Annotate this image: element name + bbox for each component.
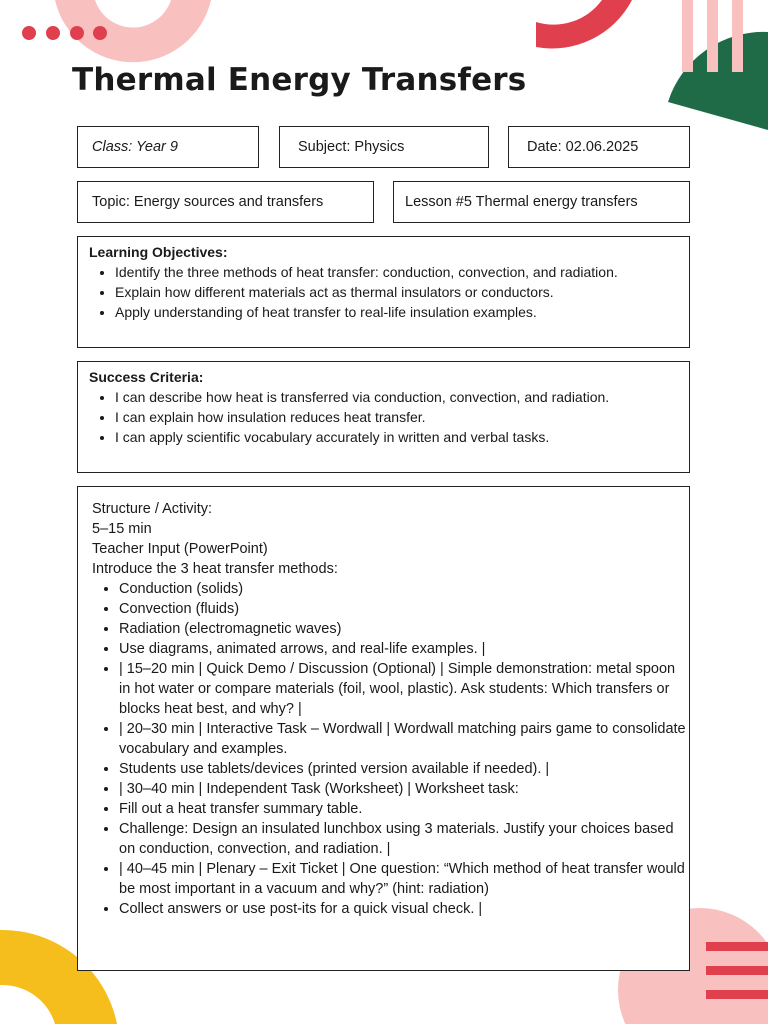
list-item: • Radiation (electromagnetic waves) bbox=[119, 619, 689, 639]
success-criteria-box bbox=[77, 361, 690, 473]
timing-line: 5–15 min bbox=[92, 521, 152, 537]
structure-activity-box bbox=[77, 486, 690, 971]
red-stripe bbox=[706, 966, 768, 975]
learning-objectives-heading: Learning Objectives: bbox=[89, 244, 228, 260]
topic-label: Topic: Energy sources and transfers bbox=[92, 193, 324, 210]
red-dot bbox=[93, 26, 107, 40]
list-item: • I can explain how insulation reduces heat transfer. bbox=[115, 407, 689, 427]
list-item: • Explain how different materials act as thermal insulators or conductors. bbox=[115, 282, 689, 302]
list-item: • | 15–20 min | Quick Demo / Discussion (Optional) | Simple demonstration: metal spoon in hot water or compare materials (foil, wool, plastic). Ask students: Which transfers or blocks heat best, and why? | bbox=[119, 659, 689, 719]
date-label: Date: 02.06.2025 bbox=[527, 138, 639, 155]
list-item: • | 30–40 min | Independent Task (Worksheet) | Worksheet task: bbox=[119, 779, 689, 799]
class-box bbox=[77, 126, 259, 168]
list-item: • Students use tablets/devices (printed version available if needed). | bbox=[119, 759, 689, 779]
lesson-box bbox=[393, 181, 690, 223]
list-item: • Challenge: Design an insulated lunchbox using 3 materials. Justify your choices based on conduction, convection, and radiation. | bbox=[119, 819, 689, 859]
subject-label: Subject: Physics bbox=[298, 138, 405, 155]
success-criteria-heading: Success Criteria: bbox=[89, 369, 204, 385]
red-arc-top-right bbox=[536, 0, 632, 48]
activity-list bbox=[92, 579, 689, 919]
intro-line: Introduce the 3 heat transfer methods: bbox=[92, 561, 338, 577]
topic-box bbox=[77, 181, 374, 223]
class-label: Class: Year 9 bbox=[92, 138, 178, 155]
learning-objectives-list bbox=[89, 262, 689, 322]
red-stripe bbox=[706, 942, 768, 951]
subject-box bbox=[279, 126, 489, 168]
list-item: • Fill out a heat transfer summary table. bbox=[119, 799, 689, 819]
list-item: • Identify the three methods of heat transfer: conduction, convection, and radiation. bbox=[115, 262, 689, 282]
pink-bar bbox=[682, 0, 693, 72]
lesson-label: Lesson #5 Thermal energy transfers bbox=[405, 193, 638, 210]
pink-bar bbox=[707, 0, 718, 72]
list-item: • Collect answers or use post-its for a quick visual check. | bbox=[119, 899, 689, 919]
list-item: • I can describe how heat is transferred via conduction, convection, and radiation. bbox=[115, 387, 689, 407]
red-dot bbox=[46, 26, 60, 40]
list-item: • Use diagrams, animated arrows, and real-life examples. | bbox=[119, 639, 689, 659]
list-item: • | 20–30 min | Interactive Task – Wordwall | Wordwall matching pairs game to consolidate vocabulary and examples. bbox=[119, 719, 689, 759]
list-item: • Convection (fluids) bbox=[119, 599, 689, 619]
list-item: • Apply understanding of heat transfer to real-life insulation examples. bbox=[115, 302, 689, 322]
red-dot bbox=[22, 26, 36, 40]
structure-heading: Structure / Activity: bbox=[92, 501, 213, 517]
learning-objectives-box bbox=[77, 236, 690, 348]
teacher-input-line: Teacher Input (PowerPoint) bbox=[92, 541, 268, 557]
page-title: Thermal Energy Transfers bbox=[72, 62, 527, 98]
list-item: • | 40–45 min | Plenary – Exit Ticket | One question: “Which method of heat transfer would be most important in a vacuum and why?” (hint: radiation) bbox=[119, 859, 689, 899]
list-item: • I can apply scientific vocabulary accurately in written and verbal tasks. bbox=[115, 427, 689, 447]
pink-bar bbox=[732, 0, 743, 72]
list-item: • Conduction (solids) bbox=[119, 579, 689, 599]
success-criteria-list bbox=[89, 387, 689, 447]
date-box bbox=[508, 126, 690, 168]
red-stripe bbox=[706, 990, 768, 999]
red-dot bbox=[70, 26, 84, 40]
